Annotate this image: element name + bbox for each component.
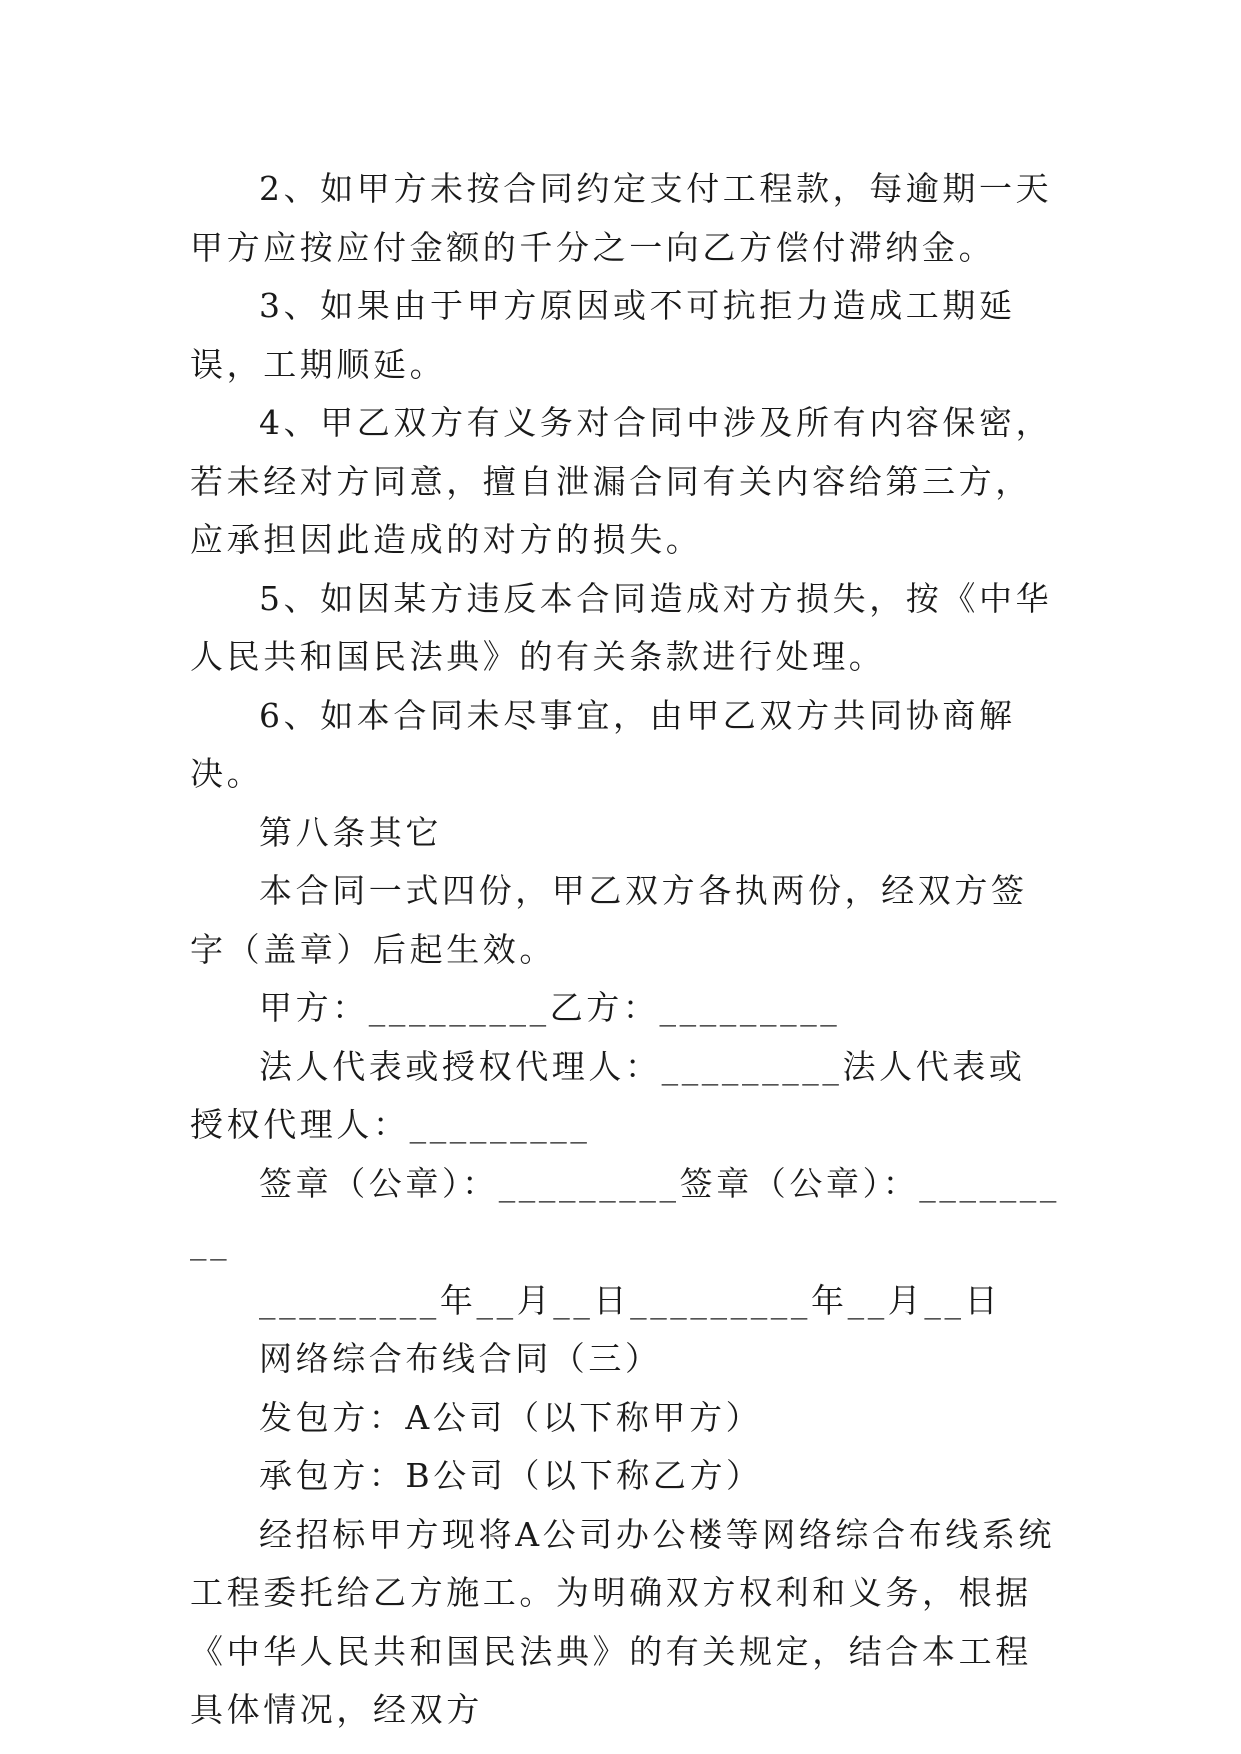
copies-clause: 本合同一式四份，甲乙双方各执两份，经双方签字（盖章）后起生效。 [190,871,1028,969]
article-8-heading: 第八条其它 [259,812,442,852]
date-signature-line: _________年__月__日_________年__月__日 [259,1280,1002,1320]
representative-signature-line: 法人代表或授权代理人：_________法人代表或授权代理人：_________ [190,1046,1026,1144]
employer-line: 发包方：A公司（以下称甲方） [259,1397,763,1437]
clause-3-delay: 3、如果由于甲方原因或不可抗拒力造成工期延误，工期顺延。 [190,286,1016,384]
party-signature-line: 甲方：_________乙方：_________ [259,988,841,1027]
clause-4-confidentiality: 4、甲乙双方有义务对合同中涉及所有内容保密，若未经对方同意，擅自泄漏合同有关内容给第三方，应承担因此造成的对方的损失。 [190,403,1053,559]
clause-5-breach: 5、如因某方违反本合同造成对方损失，按《中华人民共和国民法典》的有关条款进行处理。 [190,578,1053,676]
clause-6-unresolved: 6、如本合同未尽事宜，由甲乙双方共同协商解决。 [190,695,1016,793]
contract-preamble: 经招标甲方现将A公司办公楼等网络综合布线系统工程委托给乙方施工。为明确双方权利和义务，根据《中华人民共和国民法典》的有关规定，结合本工程具体情况，经双方 [190,1514,1056,1729]
document-body [190,160,1060,1740]
contract-3-title: 网络综合布线合同（三） [259,1339,662,1378]
contractor-line: 承包方：B公司（以下称乙方） [259,1456,763,1495]
clause-2-late-payment: 2、如甲方未按合同约定支付工程款，每逾期一天甲方应按应付金额的千分之一向乙方偿付滞纳金。 [190,169,1053,267]
seal-signature-line: 签章（公章）：_________签章（公章）：_________ [190,1163,1060,1261]
